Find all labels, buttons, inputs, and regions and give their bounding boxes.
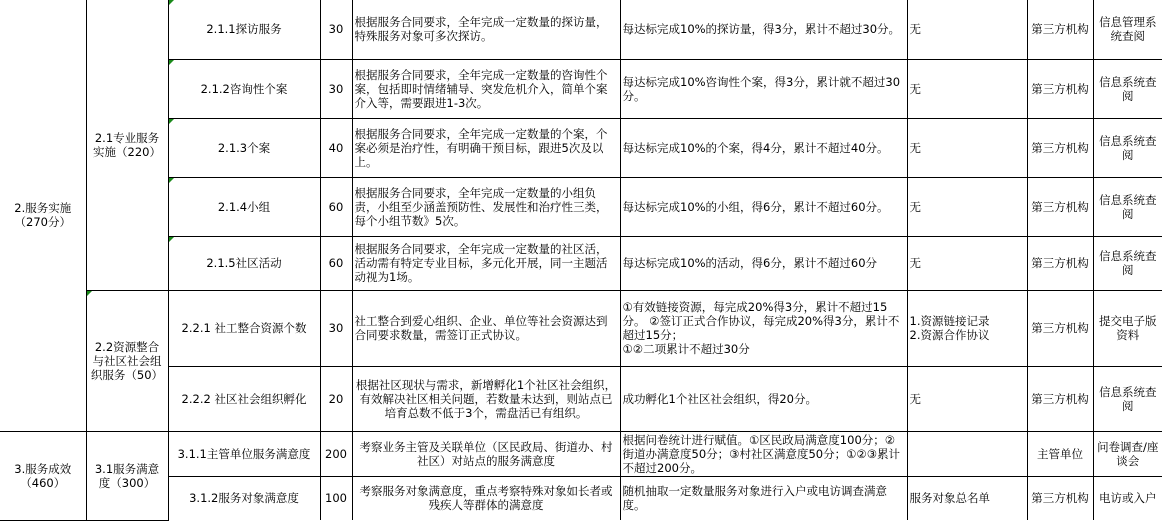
requirement-cell: 社工整合到爱心组织、企业、单位等社会资源达到合同要求数量，需签订正式协议。 bbox=[352, 290, 620, 366]
score-cell: 200 bbox=[320, 431, 352, 476]
level2-category-cell: 2.1专业服务 实施（220） bbox=[86, 0, 168, 290]
requirement-cell: 根据服务合同要求，全年完成一定数量的探访量，特殊服务对象可多次探访。 bbox=[352, 0, 620, 59]
item-cell: 2.1.4小组 bbox=[168, 177, 320, 236]
standard-cell: 每达标完成10%的小组，得6分，累计不超过60分。 bbox=[620, 177, 907, 236]
table-row bbox=[0, 118, 1162, 177]
assessor-cell: 第三方机构 bbox=[1027, 236, 1093, 290]
standard-cell: ①有效链接资源，每完成20%得3分，累计不超过15分。 ②签订正式合作协议，每完成20%得3分，累计不超过15分； ①②二项累计不超过30分 bbox=[620, 290, 907, 366]
table-row bbox=[0, 0, 1162, 59]
item-cell: 2.1.1探访服务 bbox=[168, 0, 320, 59]
table-row bbox=[0, 59, 1162, 118]
table-row bbox=[0, 236, 1162, 290]
item-cell: 3.1.1主管单位服务满意度 bbox=[168, 431, 320, 476]
assessor-cell: 第三方机构 bbox=[1027, 177, 1093, 236]
method-cell: 信息管理系统查阅 bbox=[1093, 0, 1162, 59]
table-row bbox=[0, 366, 1162, 431]
material-cell: 无 bbox=[907, 59, 1027, 118]
level1-category-cell: 3.服务成效 （460） bbox=[0, 431, 86, 520]
score-cell: 100 bbox=[320, 476, 352, 520]
score-cell: 30 bbox=[320, 59, 352, 118]
score-cell: 40 bbox=[320, 118, 352, 177]
material-cell: 1.资源链接记录 2.资源合作协议 bbox=[907, 290, 1027, 366]
standard-cell: 每达标完成10%的个案，得4分，累计不超过40分。 bbox=[620, 118, 907, 177]
item-cell: 3.1.2服务对象满意度 bbox=[168, 476, 320, 520]
table-row bbox=[0, 476, 1162, 520]
assessor-cell: 第三方机构 bbox=[1027, 476, 1093, 520]
table-row bbox=[0, 177, 1162, 236]
score-cell: 30 bbox=[320, 0, 352, 59]
requirement-cell: 考察业务主管及关联单位（区民政局、街道办、村社区）对站点的服务满意度 bbox=[352, 431, 620, 476]
material-cell: 无 bbox=[907, 236, 1027, 290]
item-cell: 2.2.1 社工整合资源个数 bbox=[168, 290, 320, 366]
level2-category-cell: 3.1服务满意 度（300） bbox=[86, 431, 168, 520]
standard-cell: 根据问卷统计进行赋值。①区民政局满意度100分；②街道办满意度50分；③村社区满意度50分；①②③累计不超过200分。 bbox=[620, 431, 907, 476]
score-cell: 20 bbox=[320, 366, 352, 431]
score-cell: 60 bbox=[320, 177, 352, 236]
standard-cell: 随机抽取一定数量服务对象进行入户或电访调查满意度。 bbox=[620, 476, 907, 520]
standard-cell: 每达标完成10%的探访量，得3分，累计不超过30分。 bbox=[620, 0, 907, 59]
requirement-cell: 根据服务合同要求，全年完成一定数量的个案，个案必须是治疗性，有明确干预目标，跟进5次及以上。 bbox=[352, 118, 620, 177]
requirement-cell: 根据服务合同要求，全年完成一定数量的小组负责，小组至少涵盖预防性、发展性和治疗性三类，每个小组节数》5次。 bbox=[352, 177, 620, 236]
requirement-cell: 根据服务合同要求，全年完成一定数量的社区活，活动需有特定专业目标，多元化开展，同一主题活动视为1场。 bbox=[352, 236, 620, 290]
standard-cell: 成功孵化1个社区社会组织，得20分。 bbox=[620, 366, 907, 431]
method-cell: 信息系统查阅 bbox=[1093, 236, 1162, 290]
score-cell: 30 bbox=[320, 290, 352, 366]
assessor-cell: 主管单位 bbox=[1027, 431, 1093, 476]
level1-category-cell: 2.服务实施 （270分） bbox=[0, 0, 86, 431]
assessor-cell: 第三方机构 bbox=[1027, 118, 1093, 177]
item-cell: 2.1.3个案 bbox=[168, 118, 320, 177]
requirement-cell: 根据服务合同要求，全年完成一定数量的咨询性个案，包括即时情绪辅导、突发危机介入，简单个案介入等，需要跟进1-3次。 bbox=[352, 59, 620, 118]
item-cell: 2.1.5社区活动 bbox=[168, 236, 320, 290]
requirement-cell: 根据社区现状与需求，新增孵化1个社区社会组织，有效解决社区相关问题，若数量未达到，则站点已培育总数不低于3个，需盘活已有组织。 bbox=[352, 366, 620, 431]
level2-category-cell: 2.2资源整合 与社区社会组 织服务（50） bbox=[86, 290, 168, 431]
method-cell: 提交电子版资料 bbox=[1093, 290, 1162, 366]
assessor-cell: 第三方机构 bbox=[1027, 0, 1093, 59]
method-cell: 信息系统查阅 bbox=[1093, 118, 1162, 177]
method-cell: 信息系统查阅 bbox=[1093, 366, 1162, 431]
standard-cell: 每达标完成10%咨询性个案，得3分，累计就不超过30分。 bbox=[620, 59, 907, 118]
assessor-cell: 第三方机构 bbox=[1027, 290, 1093, 366]
material-cell bbox=[907, 431, 1027, 476]
assessor-cell: 第三方机构 bbox=[1027, 59, 1093, 118]
method-cell: 电访或入户 bbox=[1093, 476, 1162, 520]
method-cell: 信息系统查阅 bbox=[1093, 59, 1162, 118]
assessor-cell: 第三方机构 bbox=[1027, 366, 1093, 431]
material-cell: 服务对象总名单 bbox=[907, 476, 1027, 520]
method-cell: 信息系统查阅 bbox=[1093, 177, 1162, 236]
item-cell: 2.2.2 社区社会组织孵化 bbox=[168, 366, 320, 431]
table-row bbox=[0, 290, 1162, 366]
score-cell: 60 bbox=[320, 236, 352, 290]
material-cell: 无 bbox=[907, 0, 1027, 59]
requirement-cell: 考察服务对象满意度，重点考察特殊对象如长者或残疾人等群体的满意度 bbox=[352, 476, 620, 520]
material-cell: 无 bbox=[907, 366, 1027, 431]
standard-cell: 每达标完成10%的活动，得6分，累计不超过60分 bbox=[620, 236, 907, 290]
method-cell: 问卷调查/座谈会 bbox=[1093, 431, 1162, 476]
material-cell: 无 bbox=[907, 177, 1027, 236]
table-row bbox=[0, 431, 1162, 476]
item-cell: 2.1.2咨询性个案 bbox=[168, 59, 320, 118]
material-cell: 无 bbox=[907, 118, 1027, 177]
